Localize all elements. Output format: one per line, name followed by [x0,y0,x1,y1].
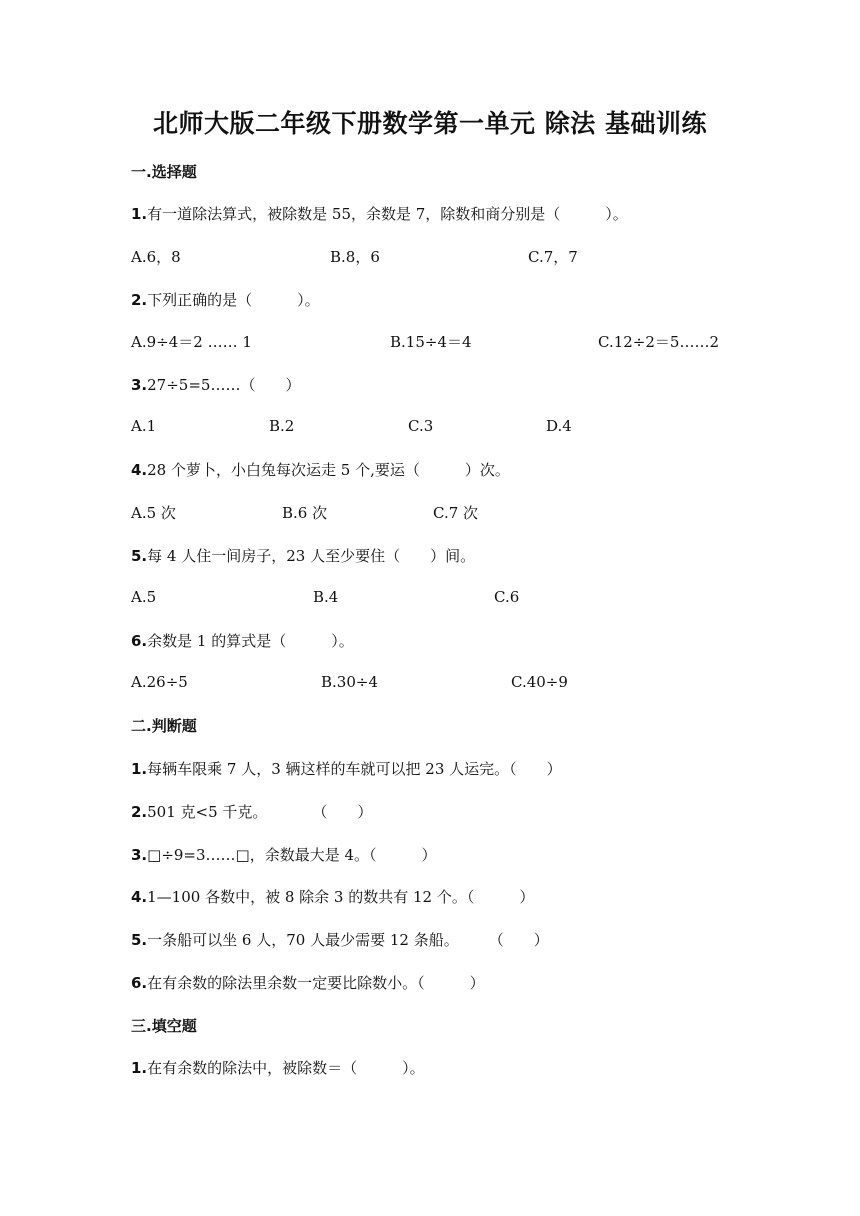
choice-question-1 [131,203,628,224]
choice-6-option-a: A.26÷5 [131,673,188,691]
choice-question-5 [131,545,475,566]
question-number: 3. [131,376,148,394]
choice-question-2 [131,289,320,310]
question-text: 每 4 人住一间房子，23 人至少要住（ ）间。 [147,547,476,565]
choice-6-option-b: B.30÷4 [321,673,378,691]
question-number: 4. [131,461,148,479]
judge-question-3 [131,844,437,865]
question-number: 2. [131,803,148,821]
question-number: 2. [131,291,148,309]
choice-5-option-a: A.5 [131,588,157,606]
question-number: 5. [131,547,148,565]
question-number: 1. [131,205,148,223]
question-text: 余数是 1 的算式是（ ）。 [147,632,354,650]
choice-4-option-b: B.6 次 [282,504,328,522]
section-heading-choice: 一.选择题 [131,163,197,181]
section-heading-fill: 三.填空题 [131,1017,197,1035]
choice-question-3 [131,374,300,395]
question-text: 28 个萝卜，小白兔每次运走 5 个,要运（ ）次。 [147,461,510,479]
choice-4-option-a: A.5 次 [131,504,176,522]
choice-question-4 [131,459,510,480]
choice-5-option-c: C.6 [494,588,520,606]
choice-2-option-c: C.12÷2＝5……2 [598,333,719,351]
question-text: 27÷5=5……（ ） [147,376,301,394]
choice-1-option-b: B.8，6 [330,248,380,266]
question-number: 4. [131,888,148,906]
question-text: 在有余数的除法中，被除数＝（ ）。 [147,1059,425,1077]
question-text: 在有余数的除法里余数一定要比除数小。（ ） [147,974,485,992]
choice-4-option-c: C.7 次 [433,504,479,522]
judge-question-2 [131,801,372,822]
choice-3-option-c: C.3 [408,417,434,435]
question-text: 每辆车限乘 7 人，3 辆这样的车就可以把 23 人运完。（ ） [147,760,562,778]
question-number: 5. [131,931,148,949]
choice-3-option-a: A.1 [131,417,157,435]
question-text: 1—100 各数中，被 8 除余 3 的数共有 12 个。（ ） [147,888,535,906]
question-number: 6. [131,632,148,650]
judge-question-5 [131,929,549,950]
judge-question-6 [131,972,485,993]
choice-3-option-d: D.4 [546,417,572,435]
choice-3-option-b: B.2 [269,417,295,435]
page-title: 北师大版二年级下册数学第一单元 除法 基础训练 [153,109,707,138]
question-text: 一条船可以坐 6 人，70 人最少需要 12 条船。 （ ） [147,931,549,949]
choice-6-option-c: C.40÷9 [511,673,568,691]
question-text: 501 克<5 千克。 （ ） [147,803,373,821]
question-number: 3. [131,846,148,864]
question-number: 1. [131,1059,148,1077]
choice-2-option-a: A.9÷4＝2 …… 1 [131,333,252,351]
choice-1-option-c: C.7，7 [528,248,578,266]
judge-question-4 [131,886,534,907]
choice-2-option-b: B.15÷4＝4 [390,333,472,351]
question-number: 6. [131,974,148,992]
choice-1-option-a: A.6，8 [131,248,181,266]
question-text: □÷9=3……□，余数最大是 4。（ ） [147,846,437,864]
question-text: 有一道除法算式，被除数是 55，余数是 7，除数和商分别是（ ）。 [147,205,628,223]
question-number: 1. [131,760,148,778]
choice-question-6 [131,630,354,651]
section-heading-judge: 二.判断题 [131,717,197,735]
fill-question-1 [131,1057,425,1078]
choice-5-option-b: B.4 [313,588,339,606]
judge-question-1 [131,758,562,779]
question-text: 下列正确的是（ ）。 [147,291,320,309]
